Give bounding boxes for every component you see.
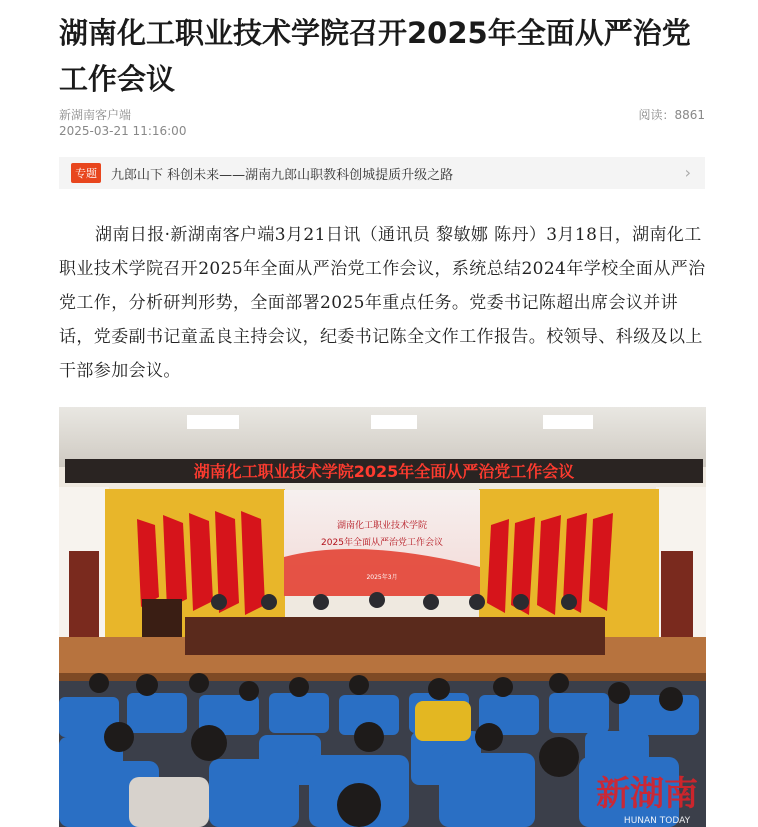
article-paragraph: 湖南日报·新湖南客户端3月21日讯（通讯员 黎敏娜 陈丹）3月18日，湖南化工职业技术学院召开2025年全面从严治党工作会议，系统总结2024年学校全面从严治党工作，分析研判形势，全面部署2025年重点任务。党委书记陈超出席会议并讲话，党委副书记童孟良主持会议，纪委书记陈全文作工作报告。校领导、科级及以上干部参加会议。: [59, 225, 706, 381]
article-title: 湖南化工职业技术学院召开2025年全面从严治党工作会议: [59, 16, 691, 96]
topic-text: 九郎山下 科创未来——湖南九郎山职教科创城提质升级之路: [111, 167, 454, 183]
watermark-logo: 新湖南: [596, 774, 698, 814]
topic-link[interactable]: [59, 157, 705, 189]
view-count: 阅读：8861: [638, 108, 705, 122]
chevron-right-icon: ›: [684, 163, 691, 182]
screen-line1: 湖南化工职业技术学院: [336, 521, 428, 531]
topic-badge: 专题: [71, 163, 101, 183]
screen-line2: 2025年全面从严治党工作会议: [321, 538, 443, 548]
article-source: 新湖南客户端: [59, 108, 132, 122]
led-banner-text: 湖南化工职业技术学院2025年全面从严治党工作会议: [193, 462, 575, 481]
watermark-subtext: HUNAN TODAY: [623, 816, 691, 826]
screen-date: 2025年3月: [366, 574, 398, 581]
article-datetime: 2025-03-21 11:16:00: [59, 124, 187, 138]
meeting-photo-illustration: [59, 407, 706, 827]
article-photo[interactable]: [59, 407, 706, 827]
